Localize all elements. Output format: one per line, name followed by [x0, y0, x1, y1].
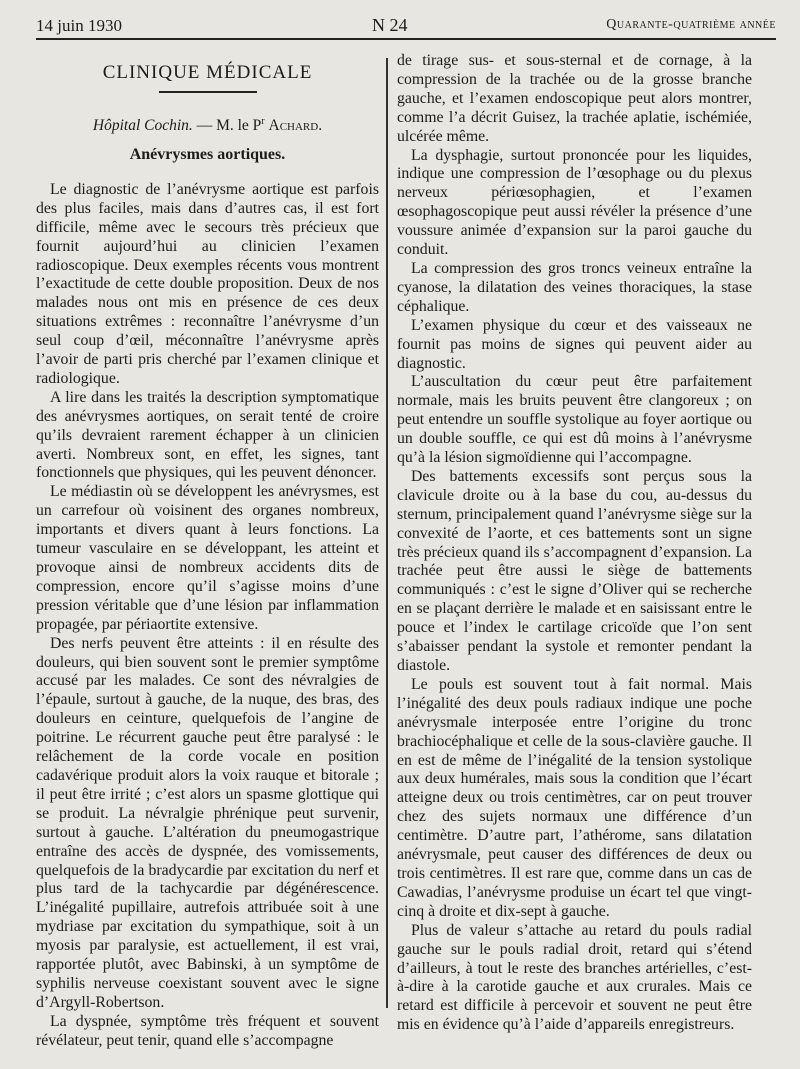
- section-title: CLINIQUE MÉDICALE: [102, 62, 313, 83]
- paragraph: Le diagnostic de l’anévrysme aortique est parfois des plus faciles, mais dans d’autres cas, il est fort difficile, même avec le secours très précieux que fournit aujourd’hui au clinicien l’examen radioscopique. Deux exemples récents vous montrent l’exactitude de cette double proposition. Deux de nos malades nous ont mis en présence de ces deux situations extrêmes : reconnaître l’anévrysme d’un seul coup d’œil, méconnaître l’anévrysme après l’avoir de parti pris cherché par l’examen clinique et radiologique.: [36, 180, 379, 387]
- column-divider: [386, 58, 388, 1008]
- author-name: Achard.: [268, 117, 323, 135]
- paragraph: de tirage sus- et sous-sternal et de cornage, à la compression de la trachée ou de la grosse branche gauche, et l’examen endoscopique peut alors montrer, comme l’a décrit Guisez, la trachée aplatie, ischémiée, ulcérée même.: [397, 52, 752, 145]
- byline: [36, 113, 379, 136]
- author-title-sup: r: [261, 115, 265, 127]
- paragraph: Le médiastin où se développent les anévrysmes, est un carrefour où voisinent des organes nombreux, importants et divers quant à leurs fonctions. La tumeur vasculaire en se développant, les atteint et provoque ainsi de nombreux accidents dits de compression, encore qu’il s’agisse moins d’une pression véritable que d’une lésion par inflammation propagée, par périaortite extensive.: [36, 483, 379, 633]
- issue-number: N 24: [372, 15, 408, 35]
- paragraph: L’auscultation du cœur peut être parfaitement normale, mais les bruits peuvent être clangoreux ; on peut entendre un souffle systolique au foyer aortique ou un double souffle, ce qui est dû moins à l’anévrysme qu’à la lésion sigmoïdienne qui l’accompagne.: [397, 373, 752, 467]
- volume-year: Quarante-quatrième année: [606, 17, 776, 32]
- title-rule: [159, 91, 257, 93]
- issue-date: 14 juin 1930: [36, 16, 122, 35]
- hospital-name: Hôpital Cochin.: [92, 117, 193, 135]
- paragraph: Des nerfs peuvent être atteints : il en résulte des douleurs, qui bien souvent sont le premier symptôme accusé par les malades. Ce sont des névralgies de l’épaule, surtout à gauche, de la nuque, des bras, des douleurs en ceinture, quelquefois de l’angine de poitrine. Le récurrent gauche peut être paralysé : le relâchement de la corde vocale en position cadavérique produit alors la voix rauque et bitorale ; il peut être irrité ; c’est alors un spasme glottique qui se produit. La névralgie phrénique peut survenir, surtout à gauche. L’altération du pneumogastrique entraîne des accès de dyspnée, des vomissements, quelquefois de la bradycardie par excitation du nerf et plus tard de la tachycardie par dégénérescence. L’inégalité pupillaire, autrefois attribuée soit à une mydriase par excitation du sympathique, soit à un myosis par paralysie, est actuellement, il est vrai, rapportée plutôt, avec Babinski, à un symptôme de syphilis nerveuse coexistant souvent avec le signe d’Argyll-Robertson.: [36, 634, 379, 1011]
- left-column: [36, 50, 379, 1051]
- paragraph: Le pouls est souvent tout à fait normal. Mais l’inégalité des deux pouls radiaux indique une poche anévrysmale interposée entre l’origine du tronc brachiocéphalique et celle de la sous-clavière gauche. Il en est de même de l’inégalité de la tension systolique aux deux humérales, mais sous la condition que l’écart atteigne deux ou trois centimètres, car on peut trouver chez des sujets normaux une différence d’un centimètre. D’autre part, l’athérome, sans dilatation anévrysmale, peut causer des différences de deux ou trois centimètres. Il est rare que, comme dans un cas de Cawadias, l’anévrysme produise un écart tel que vingt-cinq à droite et dix-sept à gauche.: [397, 675, 752, 920]
- right-column: [397, 52, 752, 1035]
- paragraph: La dyspnée, symptôme très fréquent et souvent révélateur, peut tenir, quand elle s’accompagne: [36, 1012, 379, 1049]
- paragraph: La dysphagie, surtout prononcée pour les liquides, indique une compression de l’œsophage ou du plexus nerveux périœsophagien, et l’examen œsophagoscopique peut aussi révéler la présence d’une voussure animée d’expansion sur la paroi gauche du conduit.: [397, 146, 752, 259]
- paragraph: L’examen physique du cœur et des vaisseaux ne fournit pas moins de signes qui peuvent aider au diagnostic.: [397, 316, 752, 372]
- paragraph: Plus de valeur s’attache au retard du pouls radial gauche sur le pouls radial droit, retard qui s’étend d’ailleurs, à tout le reste des branches artérielles, c’est-à-dire à la carotide gauche et aux crurales. Mais ce retard est difficile à percevoir et souvent ne peut être mis en évidence qu’à l’aide d’appareils enregistreurs.: [397, 921, 752, 1034]
- paragraph: La compression des gros troncs veineux entraîne la cyanose, la dilatation des veines thoraciques, la stase céphalique.: [397, 259, 752, 315]
- article-subtitle: Anévrysmes aortiques.: [129, 145, 286, 163]
- author-prefix: — M. le P: [196, 117, 262, 135]
- paragraph: Des battements excessifs sont perçus sous la clavicule droite ou à la base du cou, au-dessus du sternum, principalement quand l’anévrysme siège sur la convexité de l’aorte, et ces battements sont un signe très précieux quand ils s’accompagnent d’expansion. La trachée peut être aussi le siège de battements communiqués : c’est le signe d’Oliver qui se recherche en se plaçant derrière le malade et en saisissant entre le pouce et l’index le cartilage cricoïde que l’on sent s’abaisser pendant la systole et remonter pendant la diastole.: [397, 467, 752, 674]
- page-header: [36, 12, 776, 40]
- paragraph: A lire dans les traités la description symptomatique des anévrysmes aortiques, on serait tenté de croire qu’ils devraient rarement échapper à un clinicien averti. Nombreux sont, en effet, les signes, tant fonctionnels que physiques, qui les peuvent dénoncer.: [36, 388, 379, 482]
